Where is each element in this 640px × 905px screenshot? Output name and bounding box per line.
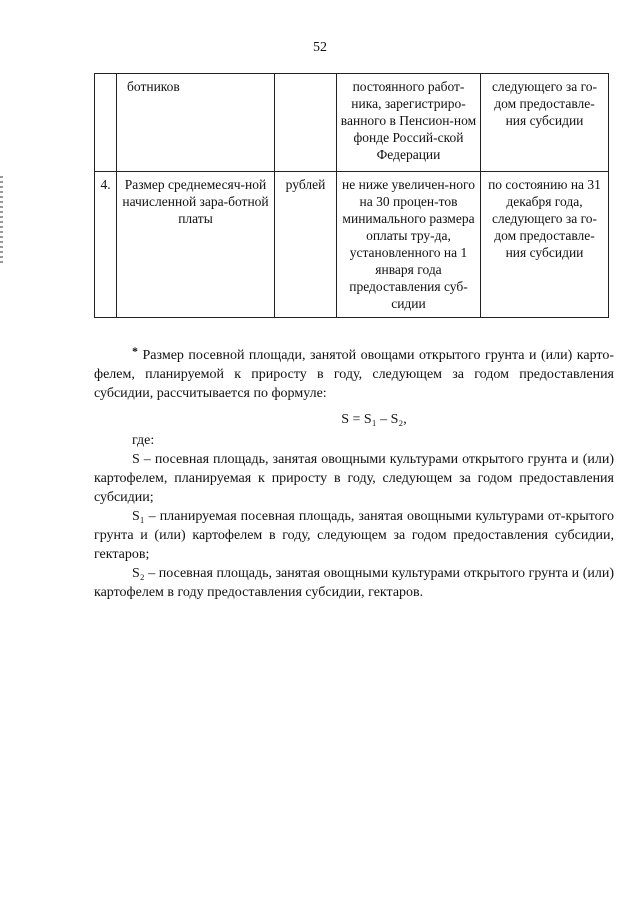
page-number: 52 [313, 40, 327, 55]
footnote-intro [94, 342, 614, 403]
scan-edge-mark [0, 176, 3, 266]
table-row [95, 172, 609, 318]
date-cell: следующего за го-дом предоставле-ния субсидии [481, 74, 609, 172]
table-row [95, 74, 609, 172]
definition-s2: S₂ – посевная площадь, занятая овощными культурами открытого грунта и (или) картофелем в году предоставления субсидии, гектаров. [94, 566, 614, 600]
unit-cell [275, 74, 337, 172]
footnote-star: * [132, 344, 138, 358]
value-cell: постоянного работ-ника, зарегистриро-ванного в Пенсион-ном фонде Россий-ской Федерации [337, 74, 481, 172]
footnote-intro-text: Размер посевной площади, занятой овощами открытого грунта и (или) карто-фелем, планируемой к приросту в году, следующем за годом предоставления субсидии, рассчитывается по формуле: [94, 348, 614, 401]
unit-cell: рублей [275, 172, 337, 318]
where-label: где: [132, 433, 155, 448]
row-number [95, 74, 117, 172]
row-number: 4. [95, 172, 117, 318]
indicators-table [94, 73, 609, 318]
footnote [94, 342, 614, 602]
date-cell: по состоянию на 31 декабря года, следующего за го-дом предоставле-ния субсидии [481, 172, 609, 318]
indicator-cell: ботников [117, 74, 275, 172]
definition-s: S – посевная площадь, занятая овощными культурами открытого грунта и (или) картофелем, планируемая к приросту в году, следующем за годом предоставления субсидии; [94, 452, 614, 505]
indicator-cell: Размер среднемесяч-ной начисленной зара-ботной платы [117, 172, 275, 318]
formula: S = S₁ – S₂, [341, 412, 407, 427]
value-cell: не ниже увеличен-ного на 30 процен-тов минимального размера оплаты тру-да, установленного на 1 января года предоставления суб-сидии [337, 172, 481, 318]
definition-s1: S₁ – планируемая посевная площадь, занятая овощными культурами от-крытого грунта и (или) картофелем в году, следующем за годом предоставления субсидии, гектаров; [94, 509, 614, 562]
